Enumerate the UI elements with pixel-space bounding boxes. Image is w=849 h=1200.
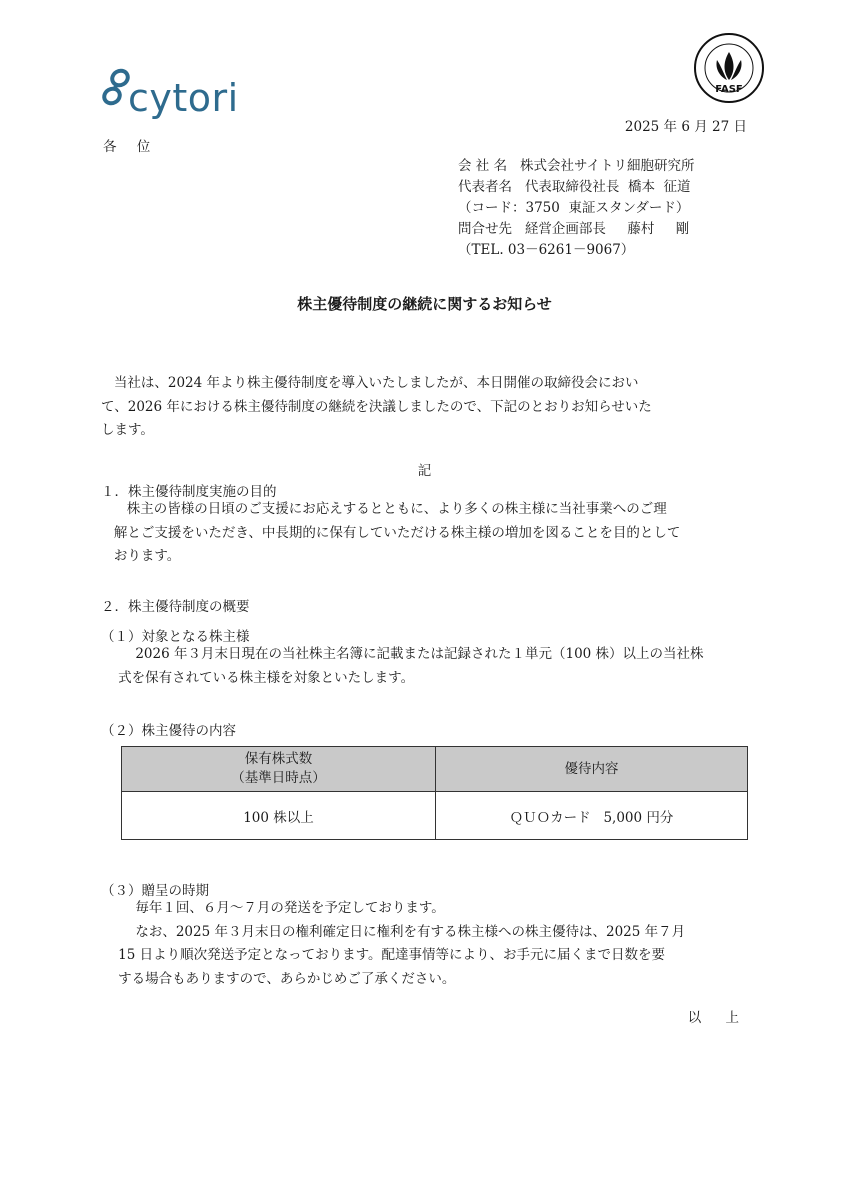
intro-line: します。 [101,422,154,438]
benefits-table [121,746,748,840]
tel-line: （TEL. 03－6261－9067） [458,242,635,258]
sub3-line: 15 日より順次発送予定となっております。配達事情等により、お手元に届くまで日数を要 [101,947,666,963]
section1-heading: １．株主優待制度実施の目的 [101,484,277,500]
header-benefit: 優待内容 [436,747,748,792]
sub3-line: する場合もありますので、あらかじめご了承ください。 [101,970,456,987]
sub3-line: なお、2025 年３月末日の権利確定日に権利を有する株主様への株主優待は、2025 年７月 [101,923,686,940]
intro-paragraph [101,372,749,443]
company-name-line: 会 社 名 株式会社サイトリ細胞研究所 [458,158,695,174]
section1-line: 株主の皆様の日頃のご支援にお応えするとともに、より多くの株主様に当社事業へのご理 [101,501,667,517]
cell-benefit: ＱＵＯカード 5,000 円分 [436,792,748,840]
code-line: （コード：3750 東証スタンダード） [458,200,690,216]
intro-line: て、2026 年における株主優待制度の継続を決議しましたので、下記のとおりお知らせいた [101,398,652,415]
sub2-heading: （２）株主優待の内容 [101,723,236,739]
sub1-line: 式を保有されている株主様を対象といたします。 [101,669,415,686]
section1-line: 解とご支援をいただき、中長期的に保有していただける株主様の増加を図ることを目的として [101,524,681,541]
cell-shares: 100 株以上 [122,792,436,840]
representative-line: 代表者名 代表取締役社長 橋本 征道 [458,179,691,195]
document-title: 株主優待制度の継続に関するお知らせ [297,295,552,313]
section1-paragraph [101,498,749,569]
cytori-logo-text: cytori [128,76,239,120]
ki-heading: 記 [417,463,432,479]
section1-line: おります。 [101,548,181,564]
contact-line: 問合せ先 経営企画部長 藤村 剛 [458,221,690,237]
sub3-heading: （３）贈呈の時期 [101,883,209,899]
company-info [458,156,695,261]
header-shares: 保有株式数 （基準日時点） [122,747,436,792]
sub1-paragraph [101,643,749,690]
addressee: 各 位 [103,139,159,155]
closing-mark: 以 上 [687,1010,749,1026]
table-row [122,792,748,840]
svg-text:FASF: FASF [715,84,743,95]
fasf-seal-icon [693,32,765,108]
sub1-heading: （１）対象となる株主様 [101,629,250,645]
intro-line: 当社は、2024 年より株主優待制度を導入いたしましたが、本日開催の取締役会におい [101,375,639,391]
table-header-row [122,747,748,792]
section2-heading: ２．株主優待制度の概要 [101,599,250,615]
sub1-line: 2026 年３月末日現在の当社株主名簿に記載または記録された１単元（100 株）以上の当社株 [101,646,704,662]
sub3-paragraph [101,897,749,991]
document-date: 2025 年 6 月 27 日 [624,119,747,135]
sub3-line: 毎年１回、６月～７月の発送を予定しております。 [101,900,445,916]
